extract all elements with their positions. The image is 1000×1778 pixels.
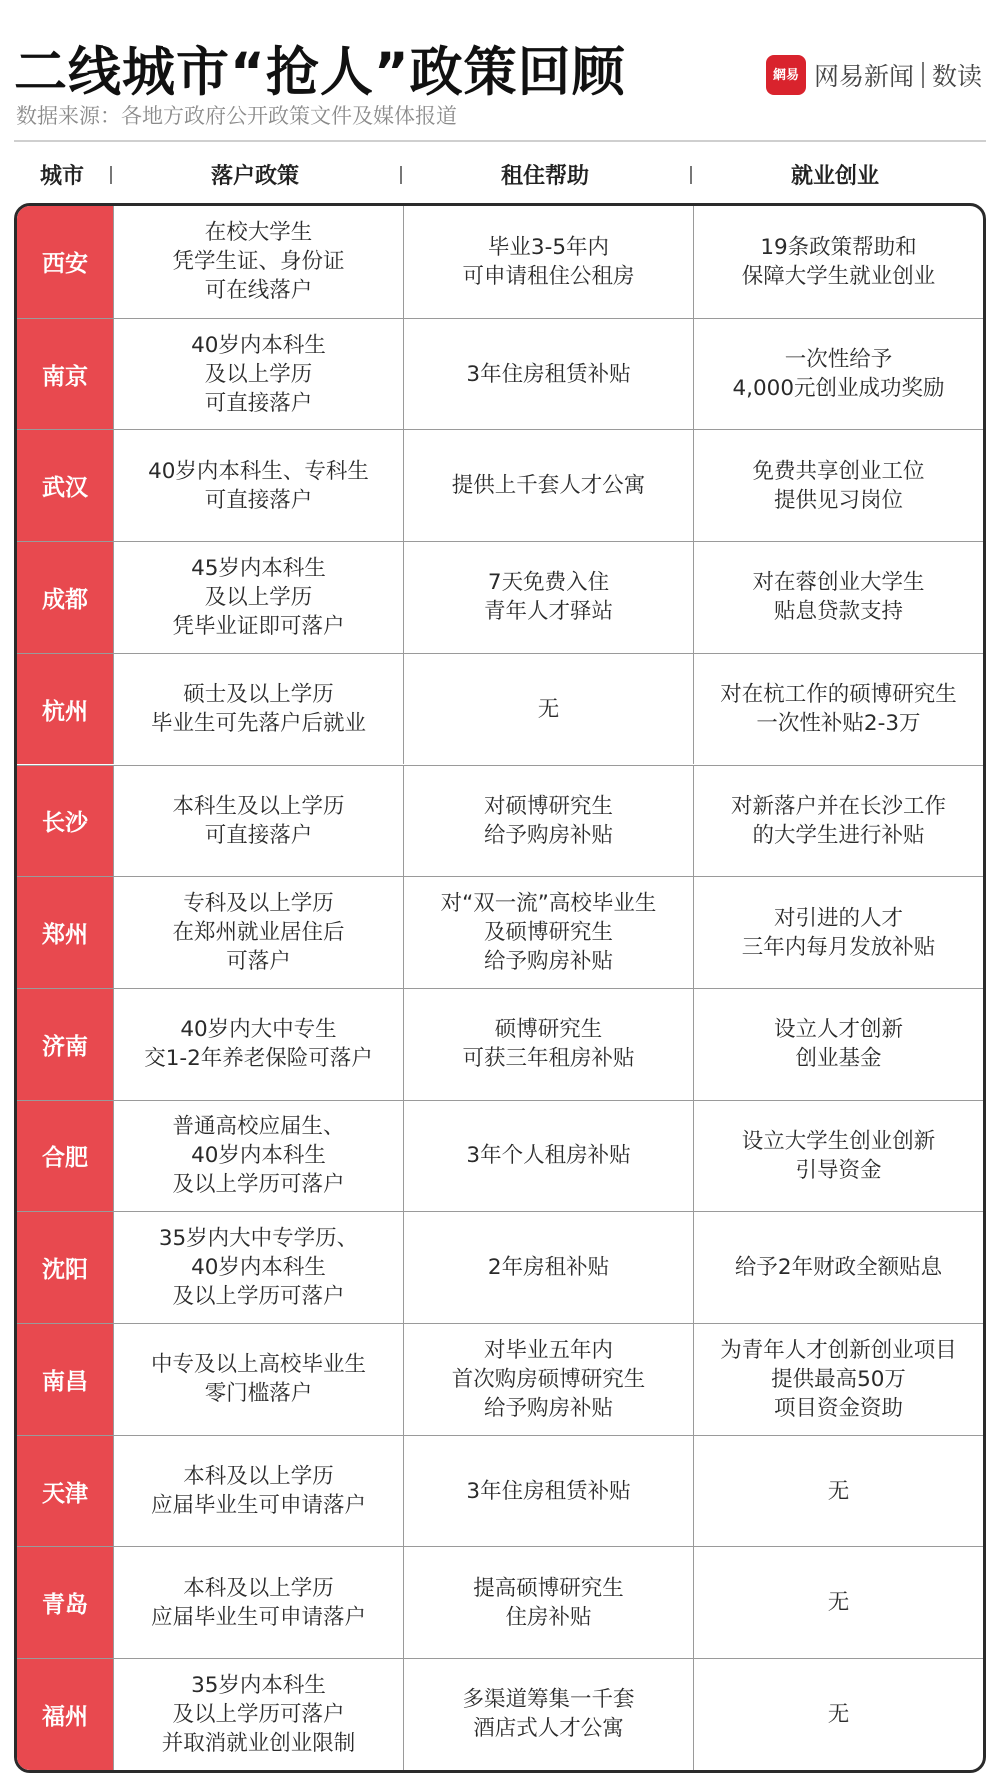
city-cell: 南昌 bbox=[17, 1324, 113, 1435]
housing-cell: 2年房租补贴 bbox=[403, 1212, 693, 1323]
housing-cell: 7天免费入住 青年人才驿站 bbox=[403, 542, 693, 653]
hukou-cell: 本科生及以上学历 可直接落户 bbox=[113, 766, 403, 877]
brand-divider bbox=[922, 62, 924, 88]
city-cell: 天津 bbox=[17, 1436, 113, 1547]
city-cell: 武汉 bbox=[17, 430, 113, 541]
employment-cell: 设立大学生创业创新 引导资金 bbox=[693, 1101, 983, 1212]
hukou-cell: 专科及以上学历 在郑州就业居住后 可落户 bbox=[113, 877, 403, 988]
city-cell: 青岛 bbox=[17, 1547, 113, 1658]
policy-table bbox=[14, 203, 986, 1773]
employment-cell: 无 bbox=[693, 1436, 983, 1547]
table-row bbox=[17, 653, 983, 765]
employment-cell: 无 bbox=[693, 1547, 983, 1658]
table-row bbox=[17, 1435, 983, 1547]
table-row bbox=[17, 1546, 983, 1658]
hukou-cell: 40岁内本科生、专科生 可直接落户 bbox=[113, 430, 403, 541]
housing-cell: 无 bbox=[403, 654, 693, 765]
employment-cell: 对在杭工作的硕博研究生 一次性补贴2-3万 bbox=[693, 654, 983, 765]
table-row bbox=[17, 429, 983, 541]
column-header-hukou: 落户政策 bbox=[210, 163, 299, 189]
column-header-housing: 租住帮助 bbox=[500, 163, 589, 189]
hukou-cell: 40岁内本科生 及以上学历 可直接落户 bbox=[113, 319, 403, 430]
housing-cell: 毕业3-5年内 可申请租住公租房 bbox=[403, 206, 693, 318]
hukou-cell: 35岁内大中专学历、 40岁内本科生 及以上学历可落户 bbox=[113, 1212, 403, 1323]
housing-cell: 3年个人租房补贴 bbox=[403, 1101, 693, 1212]
housing-cell: 提供上千套人才公寓 bbox=[403, 430, 693, 541]
housing-cell: 多渠道筹集一千套 酒店式人才公寓 bbox=[403, 1659, 693, 1770]
netease-logo-icon: 網易 bbox=[766, 55, 806, 95]
city-cell: 西安 bbox=[17, 206, 113, 318]
city-cell: 成都 bbox=[17, 542, 113, 653]
column-header bbox=[14, 148, 986, 200]
housing-cell: 对毕业五年内 首次购房硕博研究生 给予购房补贴 bbox=[403, 1324, 693, 1435]
employment-cell: 一次性给予 4,000元创业成功奖励 bbox=[693, 319, 983, 430]
table-row bbox=[17, 988, 983, 1100]
brand bbox=[766, 55, 982, 95]
employment-cell: 对新落户并在长沙工作 的大学生进行补贴 bbox=[693, 766, 983, 877]
housing-cell: 提高硕博研究生 住房补贴 bbox=[403, 1547, 693, 1658]
table-row bbox=[17, 318, 983, 430]
table-row bbox=[17, 1323, 983, 1435]
employment-cell: 对在蓉创业大学生 贴息贷款支持 bbox=[693, 542, 983, 653]
hukou-cell: 40岁内大中专生 交1-2年养老保险可落户 bbox=[113, 989, 403, 1100]
table-row bbox=[17, 876, 983, 988]
header bbox=[0, 0, 1000, 140]
header-divider bbox=[14, 140, 986, 142]
employment-cell: 对引进的人才 三年内每月发放补贴 bbox=[693, 877, 983, 988]
brand-sub: 数读 bbox=[931, 62, 982, 91]
city-cell: 长沙 bbox=[17, 766, 113, 877]
housing-cell: 对硕博研究生 给予购房补贴 bbox=[403, 766, 693, 877]
city-cell: 沈阳 bbox=[17, 1212, 113, 1323]
city-cell: 合肥 bbox=[17, 1101, 113, 1212]
hukou-cell: 硕士及以上学历 毕业生可先落户后就业 bbox=[113, 654, 403, 765]
hukou-cell: 本科及以上学历 应届毕业生可申请落户 bbox=[113, 1547, 403, 1658]
employment-cell: 给予2年财政全额贴息 bbox=[693, 1212, 983, 1323]
city-cell: 杭州 bbox=[17, 654, 113, 765]
column-header-city: 城市 bbox=[39, 163, 84, 189]
hukou-cell: 35岁内本科生 及以上学历可落户 并取消就业创业限制 bbox=[113, 1659, 403, 1770]
page-title: 二线城市“抢人”政策回顾 bbox=[14, 42, 626, 103]
column-header-employment: 就业创业 bbox=[790, 163, 879, 189]
employment-cell: 19条政策帮助和 保障大学生就业创业 bbox=[693, 206, 983, 318]
employment-cell: 无 bbox=[693, 1659, 983, 1770]
housing-cell: 硕博研究生 可获三年租房补贴 bbox=[403, 989, 693, 1100]
table-row bbox=[17, 765, 983, 877]
brand-name: 网易新闻 bbox=[813, 62, 914, 91]
city-cell: 郑州 bbox=[17, 877, 113, 988]
city-cell: 南京 bbox=[17, 319, 113, 430]
data-source: 数据来源：各地方政府公开政策文件及媒体报道 bbox=[16, 104, 457, 128]
table-row bbox=[17, 206, 983, 318]
hukou-cell: 45岁内本科生 及以上学历 凭毕业证即可落户 bbox=[113, 542, 403, 653]
table-row bbox=[17, 1100, 983, 1212]
table-row bbox=[17, 1658, 983, 1770]
table-row bbox=[17, 1211, 983, 1323]
table-row bbox=[17, 541, 983, 653]
employment-cell: 免费共享创业工位 提供见习岗位 bbox=[693, 430, 983, 541]
city-cell: 济南 bbox=[17, 989, 113, 1100]
employment-cell: 设立人才创新 创业基金 bbox=[693, 989, 983, 1100]
hukou-cell: 普通高校应届生、 40岁内本科生 及以上学历可落户 bbox=[113, 1101, 403, 1212]
employment-cell: 为青年人才创新创业项目 提供最高50万 项目资金资助 bbox=[693, 1324, 983, 1435]
hukou-cell: 本科及以上学历 应届毕业生可申请落户 bbox=[113, 1436, 403, 1547]
hukou-cell: 中专及以上高校毕业生 零门槛落户 bbox=[113, 1324, 403, 1435]
housing-cell: 3年住房租赁补贴 bbox=[403, 1436, 693, 1547]
hukou-cell: 在校大学生 凭学生证、身份证 可在线落户 bbox=[113, 206, 403, 318]
housing-cell: 3年住房租赁补贴 bbox=[403, 319, 693, 430]
city-cell: 福州 bbox=[17, 1659, 113, 1770]
housing-cell: 对“双一流”高校毕业生 及硕博研究生 给予购房补贴 bbox=[403, 877, 693, 988]
